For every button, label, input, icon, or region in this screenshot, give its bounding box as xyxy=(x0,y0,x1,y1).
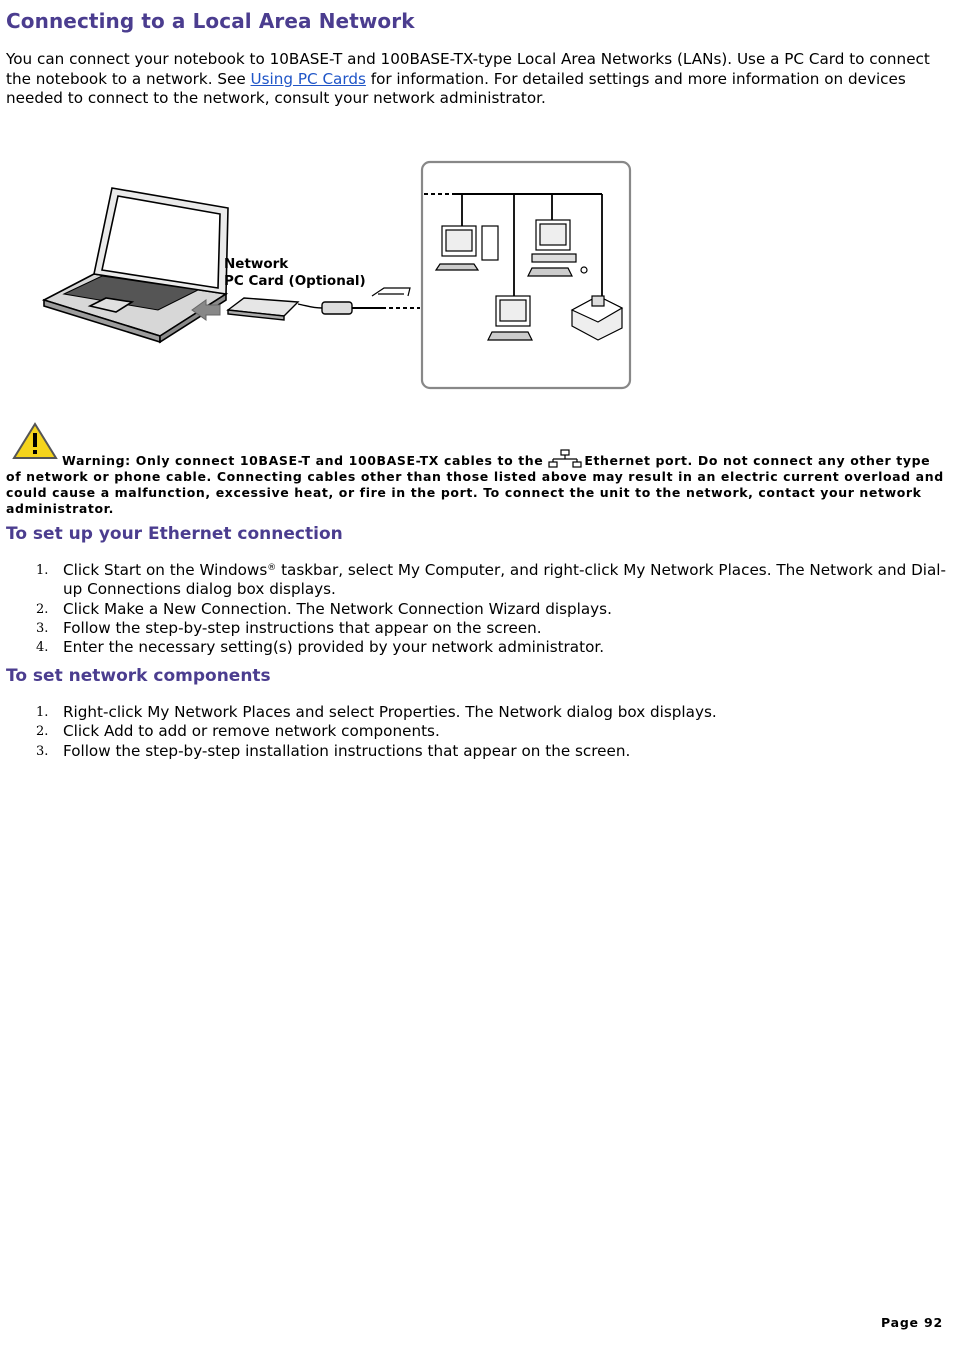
list-item xyxy=(6,561,946,600)
section-heading-network-components: To set network components xyxy=(6,666,271,686)
network-pc-card-label xyxy=(224,256,366,289)
step-number: 3. xyxy=(36,743,49,759)
warning-text-end: Ethernet port. Do not connect any other type of network or phone cable. Connecting cables other than those listed above may result in an electric current overload and could cause a malfunction, excessive heat, or fire in the port. To connect the unit to the network, contact your network administrator. xyxy=(6,453,944,516)
warning-text-start: Warning: Only connect 10BASE-T and 100BASE-TX cables to the xyxy=(62,453,549,468)
step-text: Follow the step-by-step instructions that appear on the screen. xyxy=(63,618,542,637)
list-item xyxy=(6,600,946,619)
using-pc-cards-link[interactable]: Using PC Cards xyxy=(250,69,366,88)
list-item xyxy=(6,742,946,761)
step-text: Follow the step-by-step installation instructions that appear on the screen. xyxy=(63,741,631,760)
step-text: taskbar, select My Computer, and right-click My Network Places. The Network and Dial-up Connections dialog box displays. xyxy=(63,561,946,599)
step-text: Click Make a New Connection. The Network Connection Wizard displays. xyxy=(63,599,612,618)
list-item xyxy=(6,722,946,741)
step-number: 3. xyxy=(36,620,49,636)
figure-label-network: Network xyxy=(224,256,289,272)
step-number: 4. xyxy=(36,640,49,656)
intro-text-start: You can connect your notebook to 10BASE-T and 100BASE-TX-type Local Area Networks (LANs). Use a PC Card to connect the notebook to a network. See xyxy=(6,50,930,88)
warning-note xyxy=(6,449,950,517)
network-connection-figure xyxy=(32,158,632,394)
pc-card-illustration xyxy=(228,298,382,320)
lan-box xyxy=(422,162,630,388)
list-item xyxy=(6,619,946,638)
page-title: Connecting to a Local Area Network xyxy=(6,9,415,33)
section-heading-ethernet: To set up your Ethernet connection xyxy=(6,524,343,544)
notebook-illustration xyxy=(44,188,228,342)
step-number: 1. xyxy=(36,705,49,720)
step-text: Enter the necessary setting(s) provided by your network administrator. xyxy=(63,638,605,657)
step-text: Right-click My Network Places and select Properties. The Network dialog box displays. xyxy=(63,703,717,721)
step-text: Click Add to add or remove network components. xyxy=(63,722,440,741)
list-item xyxy=(6,638,946,657)
figure-label-pc-card: PC Card (Optional) xyxy=(224,273,366,289)
registered-mark: ® xyxy=(267,563,277,573)
intro-paragraph xyxy=(6,50,946,109)
step-number: 2. xyxy=(36,724,49,740)
step-number: 2. xyxy=(36,601,49,617)
list-item xyxy=(6,703,946,722)
components-steps-list xyxy=(6,703,946,761)
step-text: Click Start on the Windows xyxy=(63,561,268,579)
step-number: 1. xyxy=(36,563,49,578)
intro-text-end: for information. For detailed settings and more information on devices needed to connect to the network, consult your network administrator. xyxy=(6,69,906,107)
ethernet-steps-list xyxy=(6,561,946,657)
page-number: Page 92 xyxy=(880,1315,943,1330)
ethernet-port-icon xyxy=(548,449,582,469)
ethernet-connector-icon xyxy=(372,288,410,296)
